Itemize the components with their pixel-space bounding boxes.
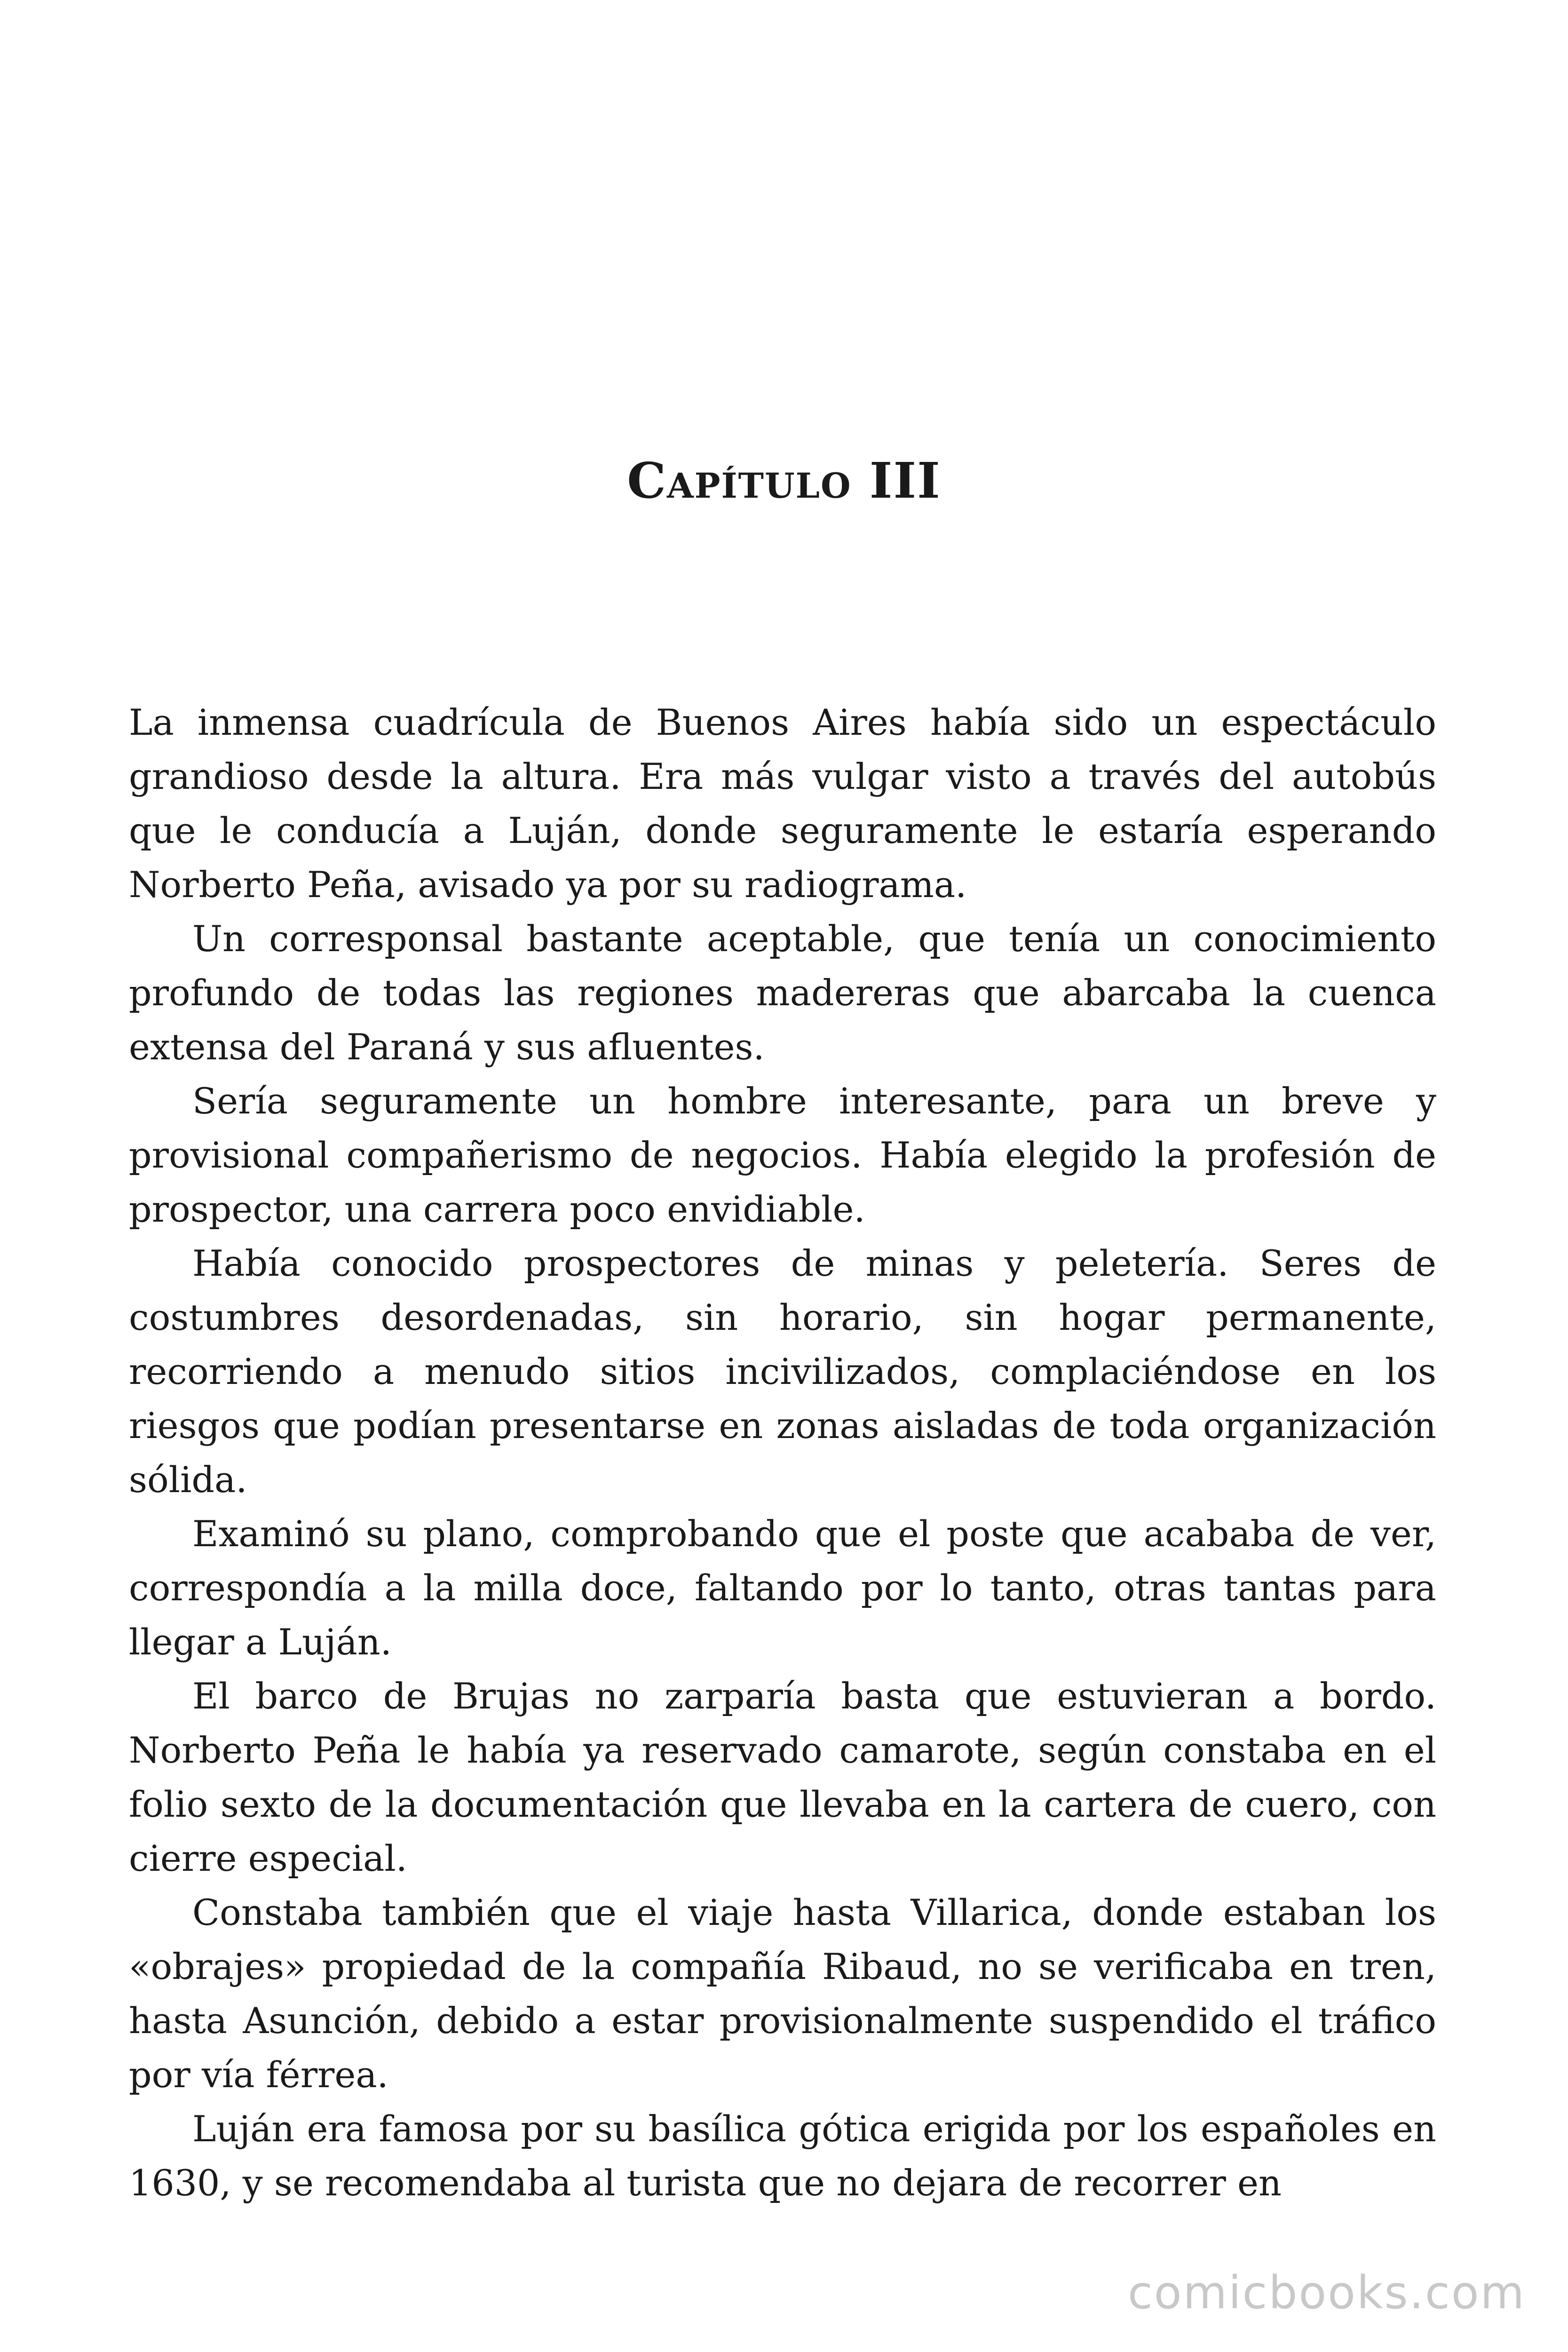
paragraph: Examinó su plano, comprobando que el poste que acababa de ver, correspondía a la milla doce, faltando por lo tanto, otras tantas para llegar a Luján.: [129, 1513, 1436, 1663]
watermark: comicbooks.com: [1127, 2266, 1526, 2319]
paragraph: Un corresponsal bastante aceptable, que tenía un conocimiento profundo de todas las regiones madereras que abarcaba la cuenca extensa del Paraná y sus afluentes.: [129, 918, 1436, 1068]
chapter-body: [129, 695, 1436, 2210]
paragraph: La inmensa cuadrícula de Buenos Aires había sido un espectáculo grandioso desde la altura. Era más vulgar visto a través del autobús que le conducía a Luján, donde seguramente le estaría esperando Norberto Peña, avisado ya por su radiograma.: [129, 701, 1436, 906]
paragraph: El barco de Brujas no zarparía basta que estuvieran a bordo. Norberto Peña le había ya reservado camarote, según constaba en el folio sexto de la documentación que llevaba en la cartera de cuero, con cierre especial.: [129, 1675, 1436, 1879]
paragraph: Sería seguramente un hombre interesante, para un breve y provisional compañerismo de negocios. Había elegido la profesión de prospector, una carrera poco envidiable.: [129, 1080, 1436, 1230]
paragraph: Constaba también que el viaje hasta Villarica, donde estaban los «obrajes» propiedad de la compañía Ribaud, no se verificaba en tren, hasta Asunción, debido a estar provisionalmente suspendido el tráfico por vía férrea.: [129, 1891, 1436, 2096]
paragraph: Luján era famosa por su basílica gótica erigida por los españoles en 1630, y se recomendaba al turista que no dejara de recorrer en: [129, 2108, 1436, 2204]
paragraph: Había conocido prospectores de minas y peletería. Seres de costumbres desordenadas, sin horario, sin hogar permanente, recorriendo a menudo sitios incivilizados, complaciéndose en los riesgos que podían presentarse en zonas aisladas de toda organización sólida.: [129, 1242, 1436, 1501]
chapter-title: Capítulo III: [627, 452, 941, 509]
